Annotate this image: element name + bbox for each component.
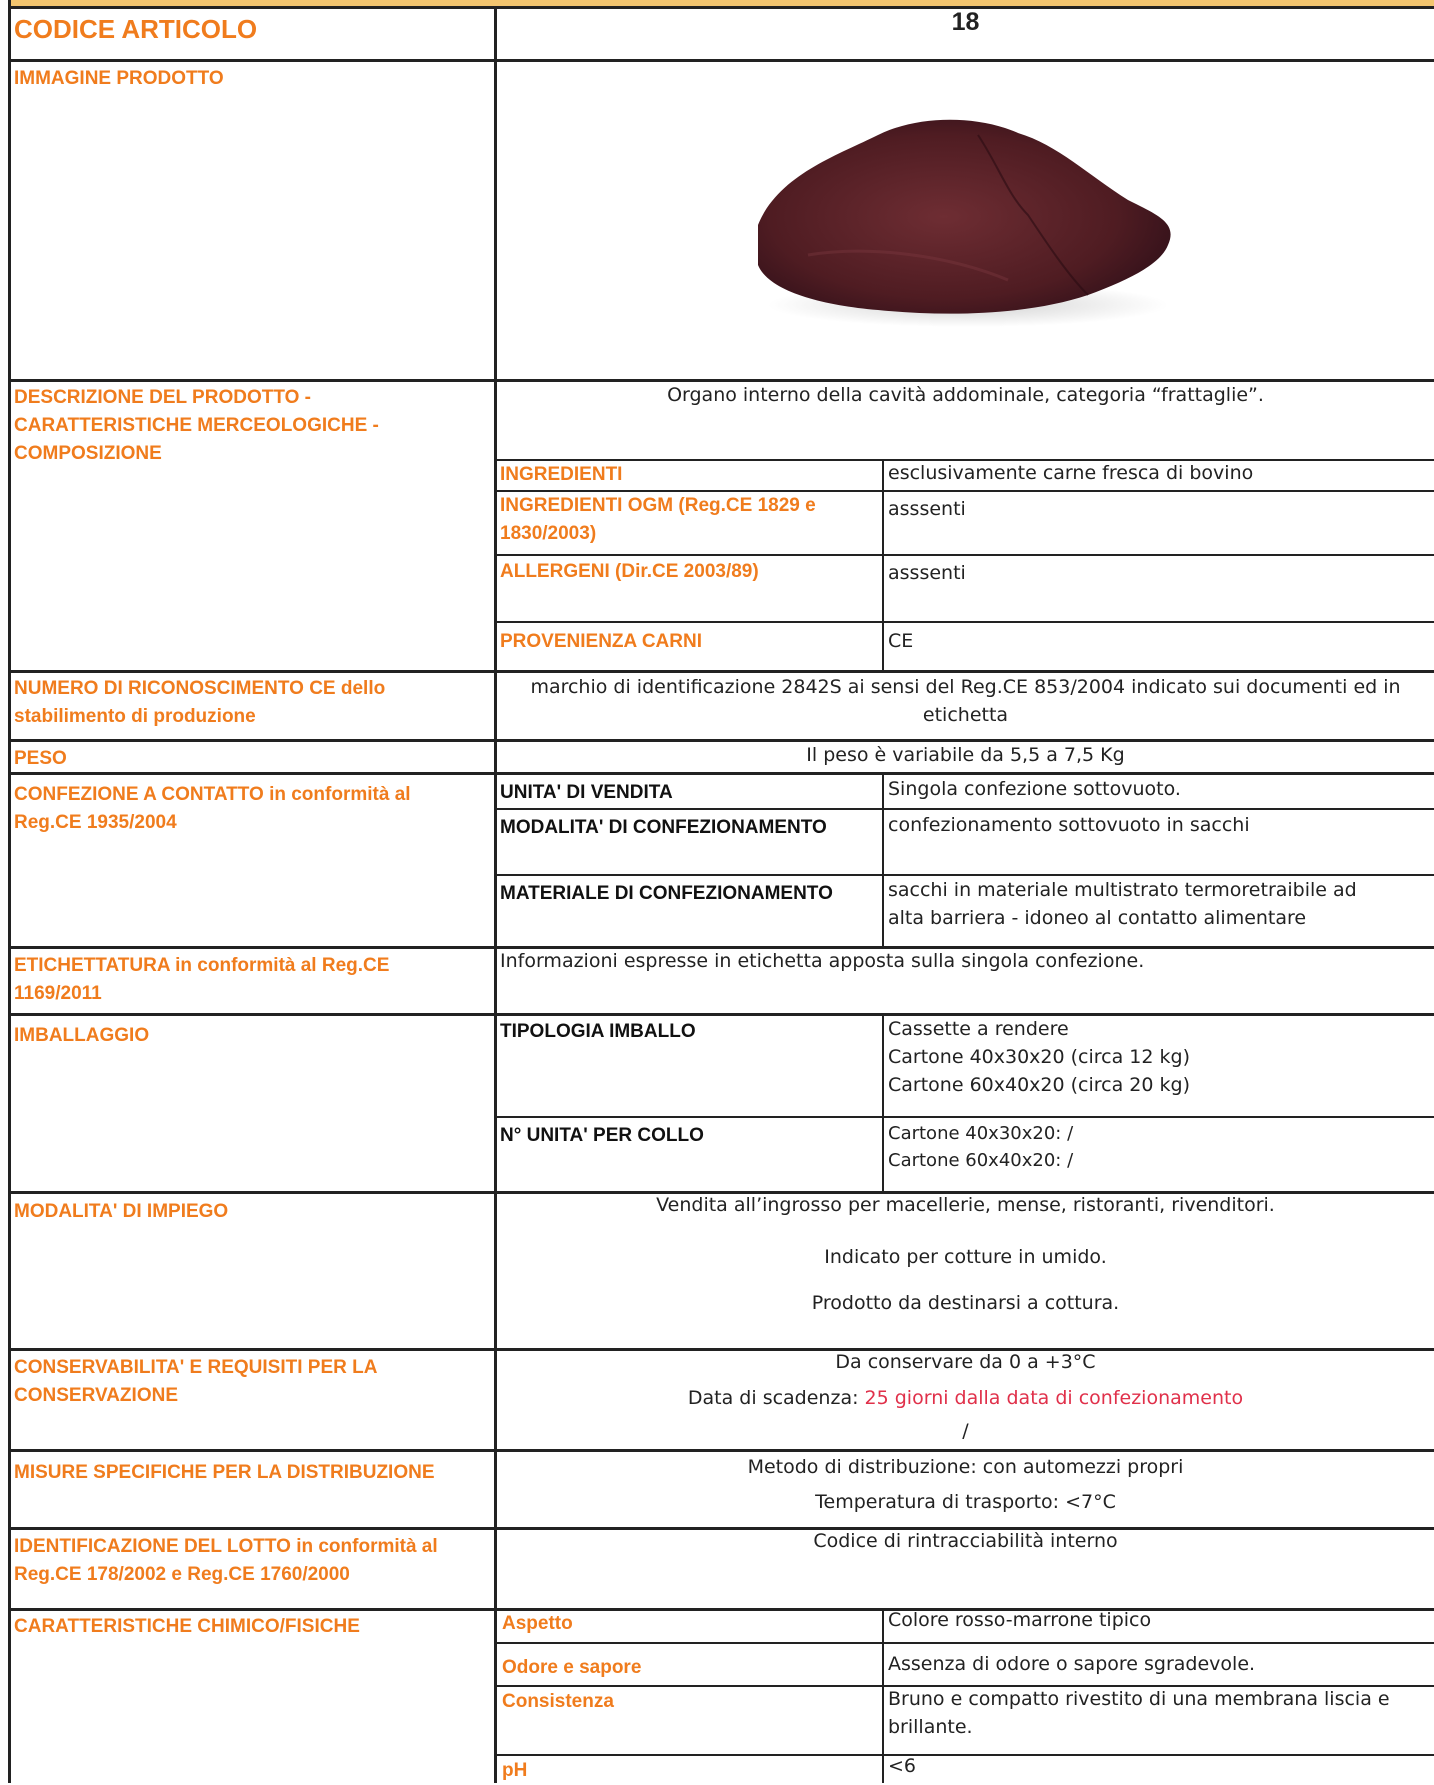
modalita-confezionamento-key: MODALITA' DI CONFEZIONAMENTO [500,817,827,838]
lotto-value: Codice di rintracciabilità interno [813,1530,1118,1552]
ogm-key-line: INGREDIENTI OGM (Reg.CE 1829 e [500,495,816,516]
allergeni-value: asssenti [888,562,966,584]
confezione-label-line: Reg.CE 1935/2004 [14,812,177,833]
descrizione-label-line: DESCRIZIONE DEL PRODOTTO - [14,387,311,408]
riconoscimento-value-line: marchio di identificazione 2842S ai sensi del Reg.CE 853/2004 indicato sui documenti ed in [530,676,1401,698]
descrizione-label-line: COMPOSIZIONE [14,443,162,464]
riconoscimento-label-line: NUMERO DI RICONOSCIMENTO CE dello [14,678,386,699]
lotto-label-line: IDENTIFICAZIONE DEL LOTTO in conformità al [14,1536,438,1557]
aspetto-value: Colore rosso-marrone tipico [888,1609,1152,1631]
center-divider [494,6,497,1783]
lotto-label [14,1533,438,1589]
impiego-line: Prodotto da destinarsi a cottura. [811,1292,1120,1314]
descrizione-label [14,384,379,468]
tipologia-imballo-key: TIPOLOGIA IMBALLO [500,1021,696,1042]
consistenza-key: Consistenza [502,1691,614,1712]
riconoscimento-value-line: etichetta [922,704,1009,726]
etichettatura-value: Informazioni espresse in etichetta apposta sulla singola confezione. [500,950,1145,972]
ingredienti-value: esclusivamente carne fresca di bovino [888,462,1254,484]
unita-vendita-key: UNITA' DI VENDITA [500,782,673,803]
unita-per-collo-key: N° UNITA' PER COLLO [500,1125,704,1146]
distribuzione-temperatura: Temperatura di trasporto: <7°C [815,1491,1116,1513]
ph-key: pH [502,1760,528,1781]
subtable-rule [496,554,1434,556]
left-border [8,0,11,1783]
lotto-label-line: Reg.CE 178/2002 e Reg.CE 1760/2000 [14,1564,350,1585]
etichettatura-label [14,952,389,1008]
tipologia-imballo-value [888,1015,1190,1099]
consistenza-value [888,1685,1390,1741]
etichettatura-label-line: 1169/2011 [14,983,102,1004]
product-image [748,105,1188,335]
subtable-divider [882,772,884,946]
odore-value: Assenza di odore o sapore sgradevole. [888,1653,1256,1675]
impiego-line: Indicato per cotture in umido. [824,1246,1107,1268]
impiego-label: MODALITA' DI IMPIEGO [14,1201,229,1222]
ogm-key-line: 1830/2003) [500,523,597,544]
allergeni-key: ALLERGENI (Dir.CE 2003/89) [500,561,759,582]
materiale-confezionamento-key: MATERIALE DI CONFEZIONAMENTO [500,883,833,904]
confezione-label-line: CONFEZIONE A CONTATTO in conformità al [14,784,411,805]
row-rule [8,59,1434,62]
riconoscimento-value [497,673,1434,729]
aspetto-key: Aspetto [502,1613,573,1634]
row-rule [8,1608,1434,1611]
materiale-line: sacchi in materiale multistrato termoretraibile ad [888,879,1357,901]
consistenza-line: brillante. [888,1716,973,1738]
conservabilita-label-line: CONSERVABILITA' E REQUISITI PER LA [14,1357,378,1378]
etichettatura-label-line: ETICHETTATURA in conformità al Reg.CE [14,955,390,976]
ogm-key [500,492,816,548]
product-spec-sheet [8,0,1434,1783]
subtable-rule [496,621,1434,623]
riconoscimento-label [14,675,385,731]
subtable-rule [496,1754,1434,1756]
conservazione-temperatura: Da conservare da 0 a +3°C [835,1351,1096,1373]
imballaggio-label: IMBALLAGGIO [14,1025,150,1046]
provenienza-key: PROVENIENZA CARNI [500,631,702,652]
codice-articolo-label: CODICE ARTICOLO [14,14,258,44]
data-scadenza [497,1384,1434,1412]
row-rule [8,1013,1434,1016]
subtable-rule [496,1116,1434,1118]
distribuzione-label: MISURE SPECIFICHE PER LA DISTRIBUZIONE [14,1462,435,1483]
immagine-prodotto-label: IMMAGINE PRODOTTO [14,68,224,89]
modalita-confezionamento-value: confezionamento sottovuoto in sacchi [888,814,1250,836]
subtable-rule [496,1642,1434,1644]
subtable-divider [882,1608,884,1783]
ph-value: <6 [888,1755,917,1777]
materiale-line: alta barriera - idoneo al contatto alimentare [888,907,1307,929]
confezione-label [14,781,411,837]
conservazione-slash: / [962,1420,969,1442]
tipologia-line: Cartone 40x30x20 (circa 12 kg) [888,1046,1190,1068]
unita-line: Cartone 40x30x20: / [888,1123,1074,1144]
codice-articolo-value: 18 [951,8,980,36]
descrizione-text: Organo interno della cavità addominale, categoria “frattaglie”. [667,384,1264,406]
provenienza-value: CE [888,630,914,652]
distribuzione-metodo: Metodo di distribuzione: con automezzi propri [747,1456,1184,1478]
materiale-confezionamento-value [888,876,1357,932]
consistenza-line: Bruno e compatto rivestito di una membrana liscia e [888,1688,1390,1710]
tipologia-line: Cartone 60x40x20 (circa 20 kg) [888,1074,1190,1096]
ingredienti-key: INGREDIENTI [500,464,623,485]
conservabilita-label [14,1354,377,1410]
peso-label: PESO [14,748,67,769]
ogm-value: asssenti [888,498,966,520]
row-rule [8,772,1434,775]
scadenza-prefix: Data di scadenza: [687,1387,865,1409]
unita-vendita-value: Singola confezione sottovuoto. [888,778,1181,800]
peso-value: Il peso è variabile da 5,5 a 7,5 Kg [806,744,1125,766]
unita-line: Cartone 60x40x20: / [888,1150,1074,1171]
subtable-divider [882,1013,884,1191]
riconoscimento-label-line: stabilimento di produzione [14,706,256,727]
subtable-rule [496,808,1434,810]
chimico-label: CARATTERISTICHE CHIMICO/FISICHE [14,1616,360,1637]
scadenza-value: 25 giorni dalla data di confezionamento [864,1387,1244,1409]
conservabilita-label-line: CONSERVAZIONE [14,1385,178,1406]
impiego-line: Vendita all’ingrosso per macellerie, mense, ristoranti, rivenditori. [656,1194,1275,1216]
descrizione-label-line: CARATTERISTICHE MERCEOLOGICHE - [14,415,379,436]
row-rule [8,1449,1434,1452]
odore-key: Odore e sapore [502,1657,642,1678]
tipologia-line: Cassette a rendere [888,1018,1069,1040]
unita-per-collo-value [888,1120,1073,1174]
